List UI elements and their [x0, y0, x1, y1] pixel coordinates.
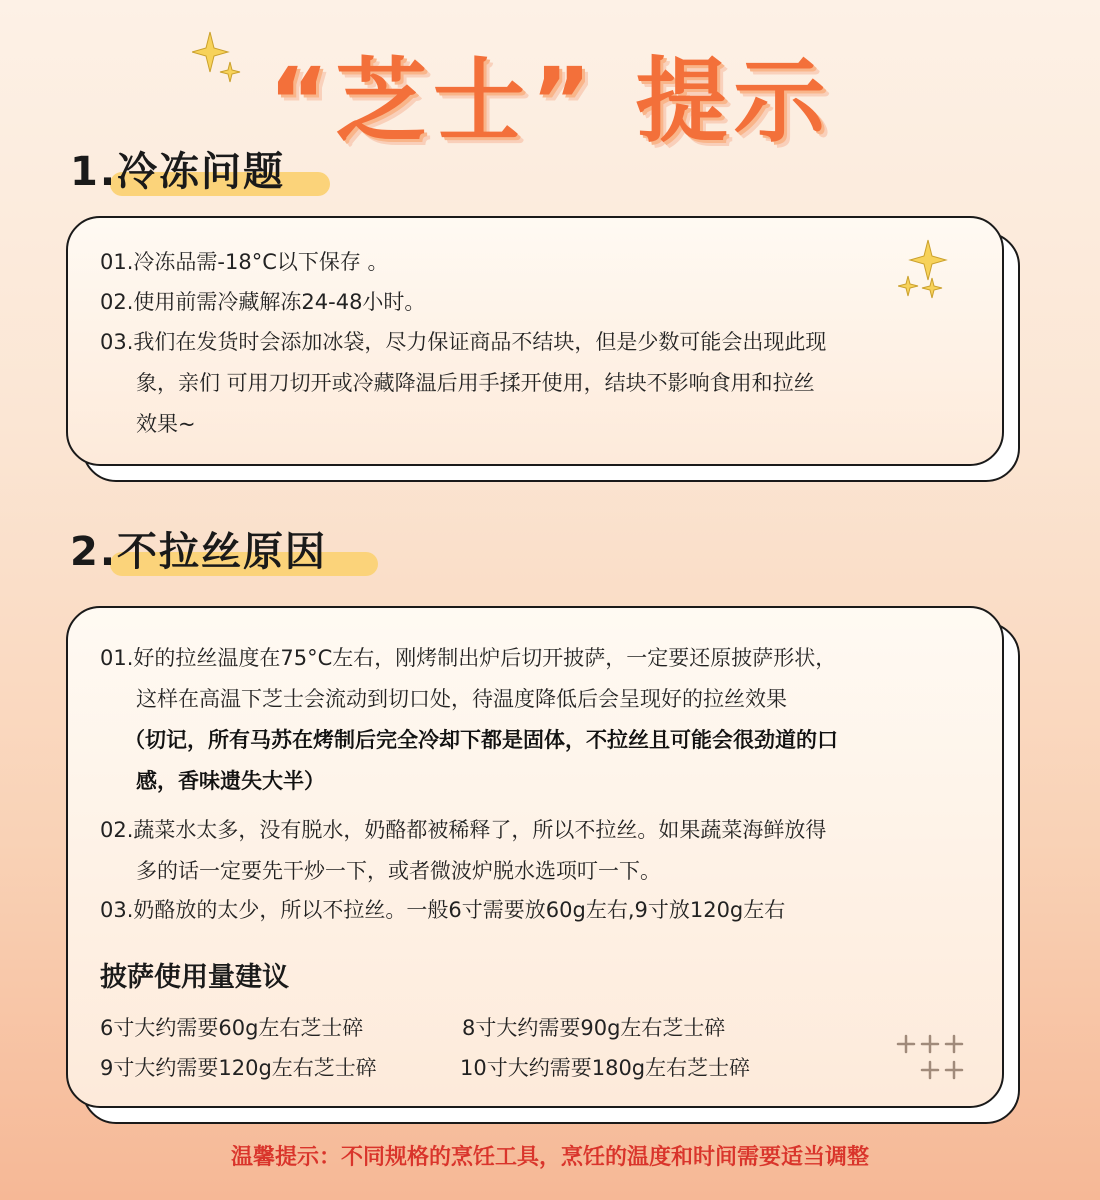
section1-heading-text: 1.冷冻问题 [70, 149, 286, 195]
section2-item-3: 03.奶酪放的太少，所以不拉丝。一般6寸需要放60g左右,9寸放120g左右 [100, 898, 786, 922]
section2-heading [70, 520, 390, 580]
sparkle-icon [896, 1030, 966, 1086]
page-title: “芝士” 提示 [268, 48, 832, 155]
section2-heading-text: 2.不拉丝原因 [70, 529, 328, 575]
recommend-8inch: 8寸大约需要90g左右芝士碎 [462, 1016, 726, 1040]
recommend-10inch: 10寸大约需要180g左右芝士碎 [460, 1056, 751, 1080]
footer-tip: 温馨提示：不同规格的烹饪工具，烹饪的温度和时间需要适当调整 [230, 1145, 869, 1170]
recommend-title: 披萨使用量建议 [100, 962, 289, 993]
sparkle-icon [192, 30, 242, 85]
section2-item-2: 02.蔬菜水太多，没有脱水，奶酪都被稀释了，所以不拉丝。如果蔬菜海鲜放得 多的话一定要先干炒一下，或者微波炉脱水选项叮一下。 [100, 818, 827, 883]
recommend-9inch: 9寸大约需要120g左右芝士碎 [100, 1056, 377, 1080]
section1-item-1: 01.冷冻品需-18°C以下保存 。 [100, 250, 389, 274]
recommend-6inch: 6寸大约需要60g左右芝士碎 [100, 1016, 364, 1040]
section1-item-2: 02.使用前需冷藏解冻24-48小时。 [100, 290, 426, 314]
section1-heading [70, 140, 330, 200]
section2-item-1: 01.好的拉丝温度在75°C左右，刚烤制出炉后切开披萨，一定要还原披萨形状， 这样在高温下芝士会流动到切口处，待温度降低后会呈现好的拉丝效果 （切记，所有马苏在烤制后完全冷却下都是固体，不拉丝且可能会很劲道的口 感，香味遗失大半） [100, 646, 838, 793]
section1-item-3: 03.我们在发货时会添加冰袋，尽力保证商品不结块，但是少数可能会出现此现 象，亲们 可用刀切开或冷藏降温后用手揉开使用，结块不影响食用和拉丝 效果~ [100, 330, 827, 436]
